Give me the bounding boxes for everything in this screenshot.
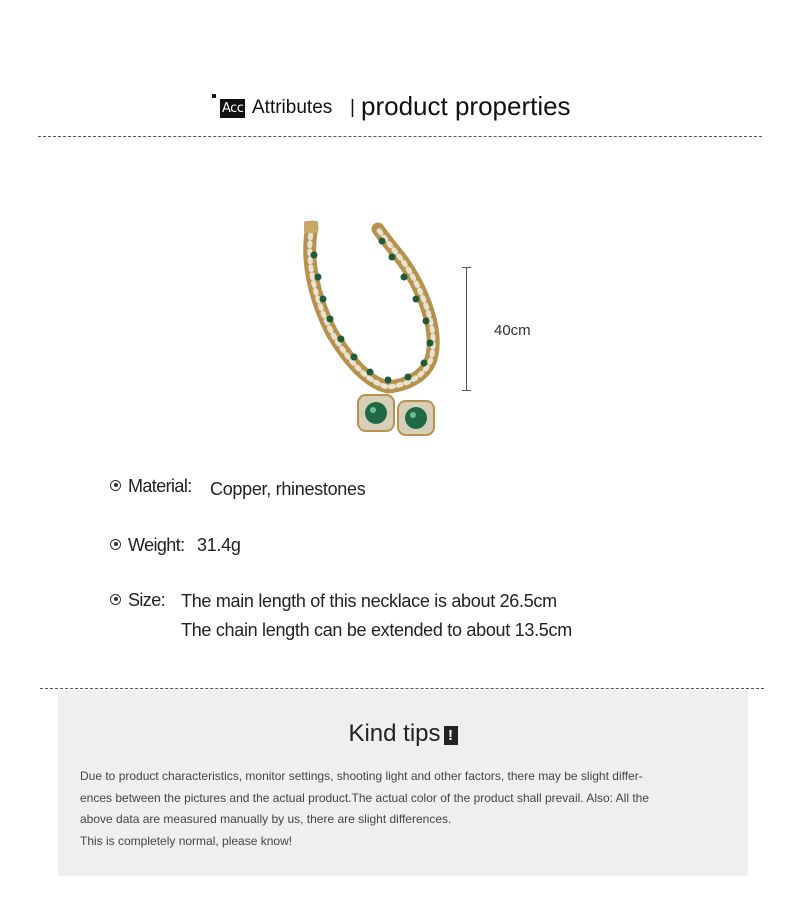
divider-top	[38, 136, 762, 137]
kind-tips-panel	[58, 690, 748, 876]
property-value: Copper, rhinestones	[210, 479, 366, 499]
tips-body	[80, 766, 740, 852]
necklace-chain	[310, 227, 433, 387]
measure-cap-bottom	[462, 390, 471, 391]
header-separator: |	[350, 97, 355, 118]
property-value: 31.4g	[197, 535, 241, 555]
tips-line: ences between the pictures and the actual product.The actual color of the product shall prevail. Also: All the	[80, 790, 650, 805]
clasp	[304, 221, 318, 233]
bullet-icon	[110, 539, 121, 550]
property-value-line-1: The main length of this necklace is about 26.5cm	[181, 591, 557, 611]
tips-title	[58, 720, 748, 748]
tips-line: This is completely normal, please know!	[80, 833, 293, 848]
tips-line: Due to product characteristics, monitor settings, shooting light and other factors, there may be slight differ-	[80, 769, 643, 783]
header-title: product properties	[361, 91, 571, 121]
property-weight	[110, 535, 241, 556]
measure-line	[466, 267, 467, 391]
property-label: Material:	[128, 476, 192, 496]
property-label: Weight:	[128, 535, 185, 555]
property-size	[110, 590, 572, 640]
divider-middle	[40, 688, 764, 689]
earring-right	[398, 401, 434, 435]
section-header	[0, 86, 800, 136]
header-badge: Acc	[222, 101, 244, 116]
header-label: Attributes	[252, 97, 333, 118]
measure-cap-top	[462, 267, 471, 268]
measure-label: 40cm	[494, 322, 531, 339]
property-label: Size:	[128, 590, 166, 610]
property-value-line-2: The chain length can be extended to about 13.5cm	[181, 620, 572, 640]
earring-left	[358, 395, 394, 431]
tips-title-text: Kind tips	[348, 720, 441, 747]
tips-line: above data are measured manually by us, there are slight differences.	[80, 812, 452, 826]
property-material	[110, 476, 366, 499]
bullet-icon	[110, 594, 121, 605]
necklace-earrings-photo	[290, 215, 460, 440]
emerald-stones	[311, 238, 434, 384]
header-dot	[212, 94, 216, 98]
bullet-icon	[110, 480, 121, 491]
exclamation-icon: !	[444, 726, 458, 745]
